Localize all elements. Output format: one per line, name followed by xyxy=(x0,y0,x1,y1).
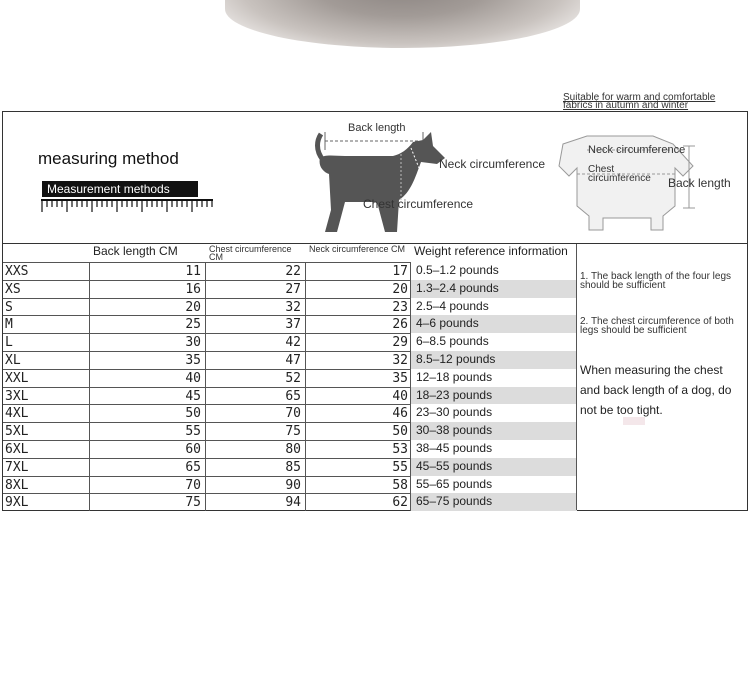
measurement-badge: Measurement methods xyxy=(42,181,198,197)
measuring-title: measuring method xyxy=(38,149,179,168)
measuring-panel xyxy=(2,111,748,243)
cell-size: XS xyxy=(5,281,21,297)
cell-chest: 42 xyxy=(205,334,305,351)
cell-size: XXL xyxy=(5,370,29,386)
cell-neck: 50 xyxy=(305,423,411,440)
table-row xyxy=(3,493,411,511)
cell-size: 3XL xyxy=(5,388,29,404)
weight-cell: 30–38 pounds xyxy=(411,422,577,440)
weight-cell: 12–18 pounds xyxy=(416,369,493,384)
cell-neck: 53 xyxy=(305,441,411,458)
cell-size: S xyxy=(5,299,13,315)
cell-back: 25 xyxy=(89,316,205,333)
cell-back: 16 xyxy=(89,281,205,298)
cell-size: 5XL xyxy=(5,424,29,440)
weight-cell: 0.5–1.2 pounds xyxy=(416,263,499,277)
header-neck: Neck circumference CM xyxy=(309,244,406,254)
header-weight: Weight reference information xyxy=(414,244,568,258)
table-row xyxy=(3,476,411,494)
weight-column-divider xyxy=(576,244,577,510)
table-row xyxy=(3,458,411,476)
weight-cell: 1.3–2.4 pounds xyxy=(411,280,577,298)
cell-neck: 40 xyxy=(305,388,411,405)
cell-back: 11 xyxy=(89,263,205,280)
table-row xyxy=(3,280,411,298)
cell-size: 7XL xyxy=(5,459,29,475)
header-chest: Chest circumference CM xyxy=(209,244,292,262)
cell-chest: 75 xyxy=(205,423,305,440)
cell-back: 35 xyxy=(89,352,205,369)
dog-back-length-label: Back length xyxy=(348,122,406,134)
header-back-length: Back length CM xyxy=(93,244,178,258)
weight-cell: 2.5–4 pounds xyxy=(416,298,489,313)
cell-back: 40 xyxy=(89,370,205,387)
table-row xyxy=(3,369,411,387)
cell-chest: 32 xyxy=(205,299,305,316)
coat-chest-label: Chest circumference xyxy=(588,164,651,184)
ruler-icon xyxy=(40,198,215,214)
table-row xyxy=(3,262,411,280)
cell-chest: 22 xyxy=(205,263,305,280)
cell-back: 20 xyxy=(89,299,205,316)
cell-neck: 62 xyxy=(305,494,411,511)
cell-neck: 46 xyxy=(305,405,411,422)
note-3: When measuring the chest and back length of a dog, do not be too tight. xyxy=(580,363,732,417)
table-row xyxy=(3,315,411,333)
cell-chest: 94 xyxy=(205,494,305,511)
cell-back: 45 xyxy=(89,388,205,405)
weight-cell: 38–45 pounds xyxy=(416,440,493,455)
table-row xyxy=(3,440,411,458)
weight-cell: 8.5–12 pounds xyxy=(411,351,577,369)
cell-back: 60 xyxy=(89,441,205,458)
cell-chest: 70 xyxy=(205,405,305,422)
weight-cell: 4–6 pounds xyxy=(411,315,577,333)
cell-size: 4XL xyxy=(5,406,29,422)
weight-cell: 65–75 pounds xyxy=(411,493,577,511)
size-rows xyxy=(3,262,411,511)
weight-column xyxy=(411,262,577,511)
note-2: 2. The chest circumference of both legs should be sufficient xyxy=(580,316,734,336)
size-table xyxy=(2,243,748,511)
cell-back: 50 xyxy=(89,405,205,422)
cell-size: L xyxy=(5,335,13,351)
cell-neck: 26 xyxy=(305,316,411,333)
dog-chest-label: Chest circumference xyxy=(363,197,474,211)
table-row xyxy=(3,351,411,369)
cell-size: XL xyxy=(5,352,21,368)
coat-neck-label: Neck circumference xyxy=(588,144,686,156)
cell-size: 6XL xyxy=(5,441,29,457)
cell-chest: 90 xyxy=(205,477,305,494)
weight-cell: 18–23 pounds xyxy=(411,387,577,405)
cell-neck: 20 xyxy=(305,281,411,298)
table-row xyxy=(3,333,411,351)
note-1: 1. The back length of the four legs should be sufficient xyxy=(580,271,732,291)
cell-neck: 32 xyxy=(305,352,411,369)
decorative-mark xyxy=(623,417,645,425)
cell-chest: 37 xyxy=(205,316,305,333)
cell-back: 30 xyxy=(89,334,205,351)
cell-size: XXS xyxy=(5,264,29,279)
cell-back: 70 xyxy=(89,477,205,494)
cell-neck: 55 xyxy=(305,459,411,476)
table-row xyxy=(3,298,411,316)
cell-size: 9XL xyxy=(5,495,29,511)
weight-cell: 6–8.5 pounds xyxy=(416,334,489,349)
product-fur-photo xyxy=(225,0,580,48)
dog-neck-label: Neck circumference xyxy=(439,157,546,171)
cell-neck: 58 xyxy=(305,477,411,494)
cell-back: 55 xyxy=(89,423,205,440)
weight-cell: 55–65 pounds xyxy=(416,476,493,491)
cell-size: M xyxy=(5,317,13,333)
cell-chest: 47 xyxy=(205,352,305,369)
cell-chest: 52 xyxy=(205,370,305,387)
cell-back: 65 xyxy=(89,459,205,476)
table-row xyxy=(3,422,411,440)
cell-neck: 17 xyxy=(305,263,411,280)
coat-back-length-label: Back length xyxy=(668,176,731,190)
cell-chest: 65 xyxy=(205,388,305,405)
cell-neck: 29 xyxy=(305,334,411,351)
table-row xyxy=(3,404,411,422)
table-row xyxy=(3,387,411,405)
weight-cell: 23–30 pounds xyxy=(416,405,493,420)
cell-size: 8XL xyxy=(5,477,29,493)
cell-neck: 23 xyxy=(305,299,411,316)
cell-chest: 80 xyxy=(205,441,305,458)
cell-back: 75 xyxy=(89,494,205,511)
weight-cell: 45–55 pounds xyxy=(411,458,577,476)
cell-neck: 35 xyxy=(305,370,411,387)
cell-chest: 85 xyxy=(205,459,305,476)
dog-silhouette-icon xyxy=(315,120,475,240)
cell-chest: 27 xyxy=(205,281,305,298)
promo-text: Suitable for warm and comfortable fabrics in autumn and winter xyxy=(563,92,716,111)
